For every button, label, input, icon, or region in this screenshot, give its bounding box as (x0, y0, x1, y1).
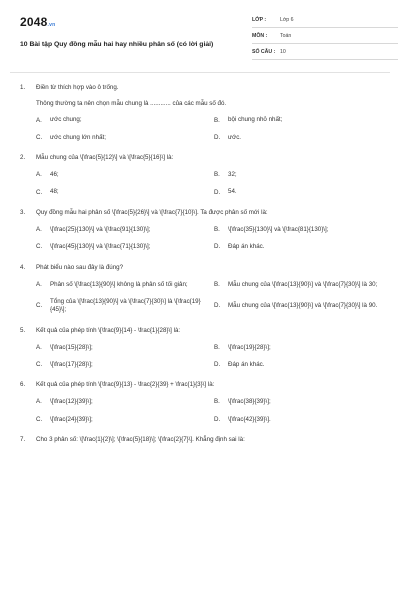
option-text: ước. (228, 133, 242, 141)
question-number: 3. (20, 208, 26, 216)
option-d[interactable] (214, 361, 384, 369)
option-letter: D. (214, 133, 221, 141)
option-list (20, 171, 382, 197)
option-c[interactable] (36, 134, 206, 142)
option-text: \[\frac{42}{39}\]. (228, 415, 271, 423)
question-number: 6. (20, 381, 26, 389)
question-4 (20, 264, 382, 315)
option-letter: C. (36, 302, 43, 310)
option-b[interactable] (214, 344, 384, 352)
option-text: 32; (228, 171, 237, 179)
question-head (20, 381, 382, 390)
meta-label: SỐ CÂU : (252, 49, 276, 55)
option-letter: B. (214, 343, 220, 351)
option-text: Mẫu chung của \[\frac{13}{90}\] và \[\frac{7}{30}\] là 90. (228, 302, 378, 310)
option-text: ước chung; (50, 116, 82, 124)
meta-label: LỚP : (252, 17, 267, 23)
question-head (20, 209, 382, 218)
meta-label: MÔN : (252, 33, 268, 39)
option-c[interactable] (36, 298, 206, 315)
question-head (20, 84, 382, 93)
option-a[interactable] (36, 344, 206, 352)
option-text: 48; (50, 188, 59, 196)
option-c[interactable] (36, 416, 206, 424)
question-head (20, 436, 382, 445)
option-b[interactable] (214, 116, 384, 124)
option-text: \[\frac{12}{39}\]; (50, 398, 93, 406)
option-a[interactable] (36, 226, 206, 234)
logo-suffix: .vn (47, 22, 56, 28)
option-a[interactable] (36, 281, 206, 289)
option-letter: B. (214, 171, 220, 179)
site-logo[interactable] (20, 14, 55, 30)
option-letter: B. (214, 116, 220, 124)
option-text: \[\frac{24}{39}\]; (50, 415, 93, 423)
question-subtext: Thông thường ta nên chọn mẫu chung là ............ của các mẫu số đó. (36, 100, 227, 107)
meta-value: Toán (280, 33, 292, 39)
option-b[interactable] (214, 398, 384, 406)
question-text: Điền từ thích hợp vào ô trống. (36, 84, 119, 91)
question-head (20, 154, 382, 163)
question-text: Mẫu chung của \[\frac{5}{12}\] và \[\frac{5}{16}\] là: (36, 154, 174, 162)
document-header (20, 14, 382, 66)
question-text: Kết quả của phép tính \[\frac{9}{14} - \frac{1}{28}\] là: (36, 326, 181, 334)
option-letter: D. (214, 360, 221, 368)
option-letter: A. (36, 398, 42, 406)
option-list (20, 281, 382, 315)
option-d[interactable] (214, 416, 384, 424)
option-letter: C. (36, 133, 43, 141)
logo-main: 2048 (20, 15, 48, 29)
option-d[interactable] (214, 298, 384, 315)
option-letter: A. (36, 225, 42, 233)
option-text: bội chung nhỏ nhất; (228, 116, 283, 124)
option-text: \[\frac{15}{28}\]; (50, 343, 93, 351)
meta-info (252, 16, 398, 64)
option-letter: B. (214, 225, 220, 233)
option-b[interactable] (214, 226, 384, 234)
option-text: \[\frac{19}{28}\]; (228, 343, 271, 351)
question-text: Kết quả của phép tính \[\frac{9}{13} - \frac{2}{39} + \frac{1}{3}\] là: (36, 381, 215, 389)
document-title: 10 Bài tập Quy đồng mẫu hai hay nhiều phân số (có lời giải) (20, 41, 214, 48)
question-number: 1. (20, 84, 26, 91)
option-text: \[\frac{35}{130}\] và \[\frac{81}{130}\]; (228, 225, 329, 233)
question-text: Cho 3 phân số: \[\frac{1}{2}\]; \[\frac{5}{18}\]; \[\frac{2}{7}\]. Khẳng định sai là: (36, 436, 245, 444)
option-letter: C. (36, 243, 43, 251)
question-3 (20, 209, 382, 252)
option-text: 54. (228, 188, 237, 196)
option-text: Đáp án khác. (228, 243, 265, 251)
option-list (20, 344, 382, 370)
option-letter: C. (36, 360, 43, 368)
option-letter: D. (214, 415, 221, 423)
option-letter: D. (214, 188, 221, 196)
option-text: Tổng của \[\frac{13}{90}\] và \[\frac{7}{30}\] là \[\frac{19}{45}\]; (50, 297, 201, 314)
option-text: Mẫu chung của \[\frac{13}{90}\] và \[\frac{7}{30}\] là 30; (228, 280, 378, 288)
question-2 (20, 154, 382, 197)
option-text: ước chung lớn nhất; (50, 133, 106, 141)
question-list (20, 84, 382, 457)
option-a[interactable] (36, 171, 206, 179)
option-letter: C. (36, 188, 43, 196)
option-a[interactable] (36, 398, 206, 406)
question-6 (20, 381, 382, 424)
meta-row-subject (252, 32, 398, 44)
question-number: 7. (20, 436, 26, 444)
question-1 (20, 84, 382, 142)
option-a[interactable] (36, 116, 206, 124)
option-text: Đáp án khác. (228, 360, 265, 368)
option-letter: B. (214, 398, 220, 406)
option-c[interactable] (36, 243, 206, 251)
option-list (20, 226, 382, 252)
option-c[interactable] (36, 188, 206, 196)
option-list (20, 398, 382, 424)
meta-row-count (252, 48, 398, 60)
option-text: \[\frac{25}{130}\] và \[\frac{91}{130}\]; (50, 225, 151, 233)
question-number: 5. (20, 326, 26, 334)
option-letter: D. (214, 302, 221, 310)
option-letter: A. (36, 171, 42, 179)
question-number: 2. (20, 154, 26, 162)
option-letter: A. (36, 343, 42, 351)
meta-value: 10 (280, 49, 286, 55)
question-5 (20, 327, 382, 370)
question-head (20, 264, 382, 273)
option-text: Phân số \[\frac{13}{90}\] không là phân số tối giản; (50, 280, 188, 288)
header-divider (10, 72, 390, 73)
option-text: 46; (50, 171, 59, 179)
question-text: Quy đồng mẫu hai phân số \[\frac{5}{26}\] và \[\frac{7}{10}\]. Ta được phân số mới là: (36, 208, 268, 216)
option-b[interactable] (214, 171, 384, 179)
meta-value: Lớp 6 (280, 17, 294, 23)
option-letter: A. (36, 116, 42, 124)
option-text: \[\frac{45}{130}\] và \[\frac{71}{130}\]; (50, 243, 151, 251)
option-b[interactable] (214, 281, 384, 289)
option-letter: C. (36, 415, 43, 423)
option-c[interactable] (36, 361, 206, 369)
option-letter: D. (214, 243, 221, 251)
option-list (20, 116, 382, 142)
option-d[interactable] (214, 188, 384, 196)
question-head (20, 327, 382, 336)
option-d[interactable] (214, 134, 384, 142)
question-7 (20, 436, 382, 445)
option-text: \[\frac{38}{39}\]; (228, 398, 271, 406)
option-letter: A. (36, 280, 42, 288)
meta-row-class (252, 16, 398, 28)
option-d[interactable] (214, 243, 384, 251)
option-letter: B. (214, 280, 220, 288)
question-number: 4. (20, 263, 26, 271)
question-text: Phát biểu nào sau đây là đúng? (36, 263, 124, 271)
option-text: \[\frac{17}{28}\]; (50, 360, 93, 368)
